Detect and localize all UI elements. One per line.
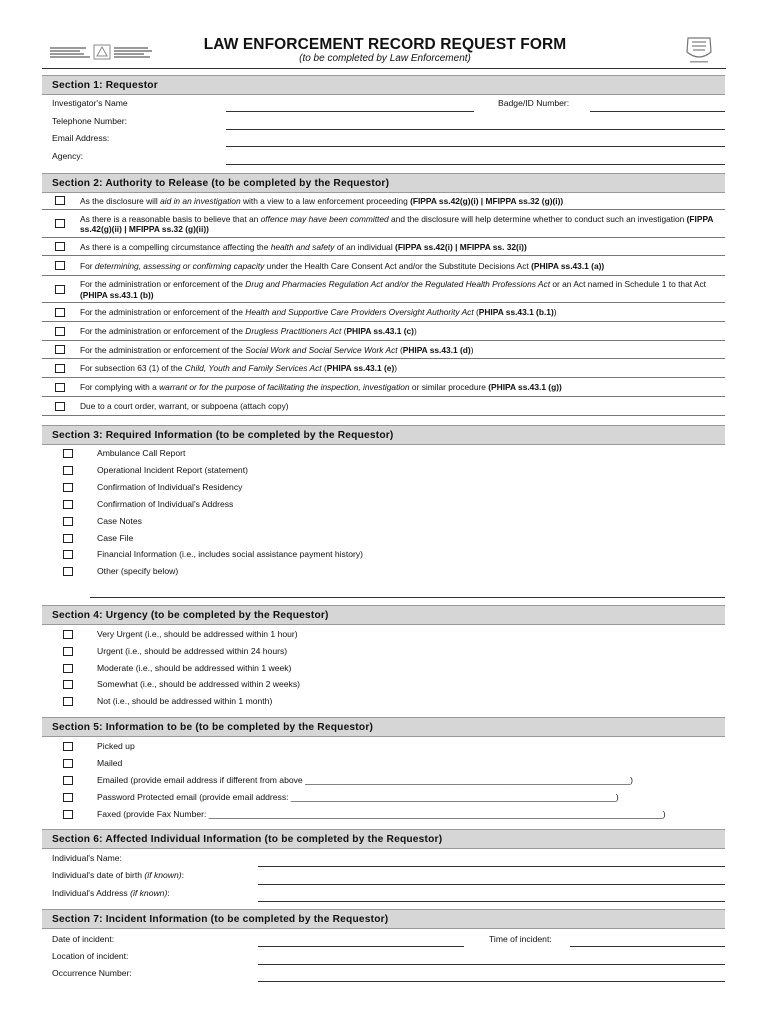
authority-text: As the disclosure will aid in an investigation with a view to a law enforcement proceeding (FIPPA ss.42(g)(i) | MFIPPA ss.32 (g)(i))	[80, 195, 564, 206]
urgency-option-label: Not (i.e., should be addressed within 1 month)	[97, 696, 273, 707]
incident-date-label: Date of incident:	[52, 934, 115, 944]
authority-text: For determining, assessing or confirming capacity under the Health Care Consent Act and/or the Substitute Decisions Act (PHIPA ss.43.1 (a))	[80, 260, 605, 271]
required-info-option-label: Case Notes	[97, 515, 142, 526]
incident-location-label: Location of incident:	[52, 951, 129, 961]
incident-location-field[interactable]	[258, 964, 725, 965]
occurrence-number-label: Occurrence Number:	[52, 968, 132, 978]
urgency-option-label: Very Urgent (i.e., should be addressed within 1 hour)	[97, 629, 298, 639]
section-1-heading: Section 1: Requestor	[42, 75, 725, 95]
investigator-name-field[interactable]	[226, 111, 474, 112]
agency-field[interactable]	[226, 164, 725, 165]
header-divider	[42, 68, 726, 69]
authority-checkbox[interactable]	[55, 285, 65, 294]
individual-address-label: Individual's Address (if known):	[52, 888, 170, 898]
telephone-field[interactable]	[226, 129, 725, 130]
required-info-option-checkbox[interactable]	[63, 449, 73, 458]
authority-text: For the administration or enforcement of the Drugless Practitioners Act (PHIPA ss.43.1 (c))	[80, 326, 417, 337]
authority-checkbox[interactable]	[55, 383, 65, 392]
delivery-option-checkbox[interactable]	[63, 759, 73, 768]
individual-name-label: Individual's Name:	[52, 853, 122, 863]
authority-text: For the administration or enforcement of the Social Work and Social Service Work Act (PHIPA ss.43.1 (d))	[80, 344, 474, 355]
urgency-option-label: Moderate (i.e., should be addressed within 1 week)	[97, 662, 292, 673]
incident-time-label: Time of incident:	[489, 934, 552, 944]
urgency-option-checkbox[interactable]	[63, 680, 73, 689]
authority-text: As there is a compelling circumstance affecting the health and safety of an individual (FIPPA ss.42(i) | MFIPPA ss. 32(i))	[80, 241, 527, 252]
authority-text: For complying with a warrant or for the purpose of facilitating the inspection, investigation or similar procedure (PHIPA ss.43.1 (g))	[80, 382, 562, 393]
occurrence-number-field[interactable]	[258, 981, 725, 982]
telephone-label: Telephone Number:	[52, 116, 128, 126]
investigator-name-label: Investigator's Name	[52, 98, 128, 108]
required-info-option-label: Confirmation of Individual's Address	[97, 498, 234, 509]
urgency-option-checkbox[interactable]	[63, 697, 73, 706]
urgency-option-checkbox[interactable]	[63, 630, 73, 639]
authority-checkbox[interactable]	[55, 327, 65, 336]
delivery-option-checkbox[interactable]	[63, 776, 73, 785]
authority-checkbox[interactable]	[55, 364, 65, 373]
urgency-option-checkbox[interactable]	[63, 647, 73, 656]
form-title: LAW ENFORCEMENT RECORD REQUEST FORM	[203, 36, 567, 53]
required-info-option-checkbox[interactable]	[63, 483, 73, 492]
other-specify-field[interactable]	[90, 597, 725, 598]
required-info-option-checkbox[interactable]	[63, 550, 73, 559]
authority-text: For subsection 63 (1) of the Child, Youth and Family Services Act (PHIPA ss.43.1 (e))	[80, 363, 398, 374]
authority-text: For the administration or enforcement of the Drug and Pharmacies Regulation Act and/or the Regulated Health Professions Act or an Act named in Schedule 1 to that Act (PHIPA ss.43.1 (b))	[80, 279, 707, 300]
authority-text: As there is a reasonable basis to believe that an offence may have been committed and the disclosure will help determine whether to conduct such an investigation (FIPPA ss.42(g)(ii) | MFIPPA ss.32 (g)(ii))	[80, 213, 714, 234]
individual-address-field[interactable]	[258, 901, 725, 902]
authority-text: Due to a court order, warrant, or subpoena (attach copy)	[80, 401, 289, 412]
authority-text: For the administration or enforcement of the Health and Supportive Care Providers Oversight Authority Act (PHIPA ss.43.1 (b.1))	[80, 307, 557, 318]
section-3-heading: Section 3: Required Information (to be completed by the Requestor)	[42, 425, 725, 445]
required-info-option-checkbox[interactable]	[63, 567, 73, 576]
required-info-option-label: Operational Incident Report (statement)	[97, 464, 248, 475]
authority-checkbox[interactable]	[55, 196, 65, 205]
section-7-heading: Section 7: Incident Information (to be completed by the Requestor)	[42, 909, 725, 929]
badge-id-field[interactable]	[590, 111, 725, 112]
required-info-option-label: Case File	[97, 532, 134, 543]
required-info-option-checkbox[interactable]	[63, 500, 73, 509]
email-field[interactable]	[226, 146, 725, 147]
authority-checkbox[interactable]	[55, 308, 65, 317]
required-info-option-label: Confirmation of Individual's Residency	[97, 481, 243, 492]
required-info-option-checkbox[interactable]	[63, 534, 73, 543]
urgency-option-label: Urgent (i.e., should be addressed within 24 hours)	[97, 645, 288, 656]
authority-checkbox[interactable]	[55, 345, 65, 354]
delivery-option-checkbox[interactable]	[63, 810, 73, 819]
individual-dob-field[interactable]	[258, 884, 725, 885]
delivery-option-checkbox[interactable]	[63, 793, 73, 802]
incident-date-field[interactable]	[258, 946, 464, 947]
individual-dob-label: Individual's date of birth (if known):	[52, 870, 185, 880]
delivery-option-label: Picked up	[97, 741, 135, 751]
required-info-option-label: Ambulance Call Report	[97, 448, 186, 458]
required-info-option-label: Other (specify below)	[97, 566, 179, 577]
badge-id-label: Badge/ID Number:	[498, 98, 570, 108]
delivery-option-label: Mailed	[97, 757, 123, 768]
urgency-option-checkbox[interactable]	[63, 664, 73, 673]
required-info-option-checkbox[interactable]	[63, 466, 73, 475]
delivery-option-label: Password Protected email (provide email address: ____________________________________________________________________)	[97, 791, 619, 802]
authority-checkbox[interactable]	[55, 261, 65, 270]
authority-checkbox[interactable]	[55, 242, 65, 251]
authority-checkbox[interactable]	[55, 402, 65, 411]
required-info-option-label: Financial Information (i.e., includes social assistance payment history)	[97, 549, 364, 560]
form-subtitle: (to be completed by Law Enforcement)	[299, 53, 471, 64]
authority-checkbox[interactable]	[55, 219, 65, 228]
incident-time-field[interactable]	[570, 946, 725, 947]
section-4-heading: Section 4: Urgency (to be completed by the Requestor)	[42, 605, 725, 625]
section-2-heading: Section 2: Authority to Release (to be completed by the Requestor)	[42, 173, 725, 193]
email-label: Email Address:	[52, 133, 110, 143]
urgency-option-label: Somewhat (i.e., should be addressed within 2 weeks)	[97, 679, 301, 690]
agency-label: Agency:	[52, 151, 84, 161]
delivery-option-label: Emailed (provide email address if different from above ____________________________________________________________________)	[97, 774, 633, 785]
delivery-option-label: Faxed (provide Fax Number: _______________________________________________________________________________________________)	[97, 808, 666, 819]
individual-name-field[interactable]	[258, 866, 725, 867]
section-5-heading: Section 5: Information to be (to be completed by the Requestor)	[42, 717, 725, 737]
section-6-heading: Section 6: Affected Individual Information (to be completed by the Requestor)	[42, 829, 725, 849]
required-info-option-checkbox[interactable]	[63, 517, 73, 526]
delivery-option-checkbox[interactable]	[63, 742, 73, 751]
